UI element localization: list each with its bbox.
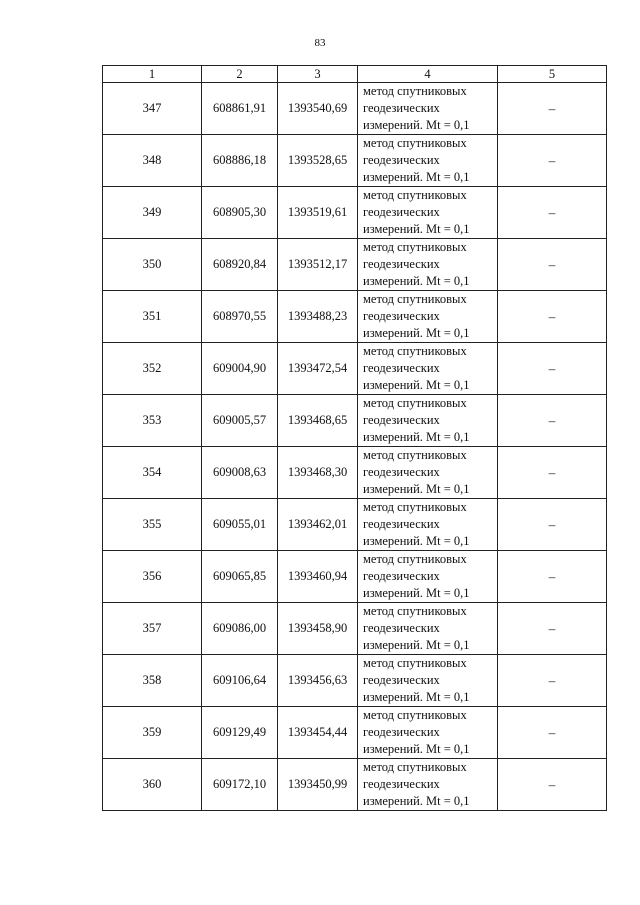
method-line: геодезических (363, 465, 440, 479)
note-cell: – (498, 447, 607, 499)
x-coordinate-cell: 609005,57 (202, 395, 278, 447)
note-cell: – (498, 343, 607, 395)
method-cell (358, 551, 498, 603)
method-line: метод спутниковых (363, 292, 467, 306)
x-coordinate-cell: 609008,63 (202, 447, 278, 499)
note-cell: – (498, 83, 607, 135)
method-line: измерений. Mt = 0,1 (363, 742, 470, 756)
note-cell: – (498, 655, 607, 707)
method-line: метод спутниковых (363, 136, 467, 150)
method-line: геодезических (363, 569, 440, 583)
point-number-cell: 351 (103, 291, 202, 343)
method-line: метод спутниковых (363, 500, 467, 514)
y-coordinate-cell: 1393458,90 (278, 603, 358, 655)
point-number-cell: 360 (103, 759, 202, 811)
table-body (103, 83, 607, 811)
method-line: метод спутниковых (363, 708, 467, 722)
coordinates-table (102, 65, 607, 811)
method-cell (358, 343, 498, 395)
y-coordinate-cell: 1393472,54 (278, 343, 358, 395)
method-line: измерений. Mt = 0,1 (363, 638, 470, 652)
method-cell (358, 603, 498, 655)
table-row (103, 655, 607, 707)
y-coordinate-cell: 1393462,01 (278, 499, 358, 551)
column-header-2: 2 (202, 66, 278, 83)
method-cell (358, 655, 498, 707)
point-number-cell: 356 (103, 551, 202, 603)
column-header-1: 1 (103, 66, 202, 83)
method-line: метод спутниковых (363, 760, 467, 774)
point-number-cell: 352 (103, 343, 202, 395)
note-cell: – (498, 239, 607, 291)
x-coordinate-cell: 608970,55 (202, 291, 278, 343)
method-line: геодезических (363, 309, 440, 323)
method-line: геодезических (363, 361, 440, 375)
method-cell (358, 395, 498, 447)
table-row (103, 603, 607, 655)
y-coordinate-cell: 1393540,69 (278, 83, 358, 135)
method-cell (358, 135, 498, 187)
point-number-cell: 350 (103, 239, 202, 291)
page-number: 83 (314, 37, 326, 49)
method-line: метод спутниковых (363, 604, 467, 618)
point-number-cell: 358 (103, 655, 202, 707)
x-coordinate-cell: 608905,30 (202, 187, 278, 239)
method-line: геодезических (363, 257, 440, 271)
table-row (103, 135, 607, 187)
x-coordinate-cell: 608920,84 (202, 239, 278, 291)
method-line: метод спутниковых (363, 552, 467, 566)
y-coordinate-cell: 1393519,61 (278, 187, 358, 239)
method-line: измерений. Mt = 0,1 (363, 690, 470, 704)
method-cell (358, 707, 498, 759)
column-header-5: 5 (498, 66, 607, 83)
method-line: геодезических (363, 777, 440, 791)
method-cell (358, 187, 498, 239)
note-cell: – (498, 187, 607, 239)
method-line: геодезических (363, 153, 440, 167)
method-line: метод спутниковых (363, 188, 467, 202)
table-row (103, 447, 607, 499)
y-coordinate-cell: 1393460,94 (278, 551, 358, 603)
table-row (103, 759, 607, 811)
header-row (103, 66, 607, 83)
table-row (103, 499, 607, 551)
method-line: геодезических (363, 725, 440, 739)
method-line: геодезических (363, 205, 440, 219)
method-line: метод спутниковых (363, 344, 467, 358)
method-cell (358, 499, 498, 551)
x-coordinate-cell: 608861,91 (202, 83, 278, 135)
table-row (103, 187, 607, 239)
method-cell (358, 447, 498, 499)
point-number-cell: 354 (103, 447, 202, 499)
point-number-cell: 349 (103, 187, 202, 239)
method-line: метод спутниковых (363, 84, 467, 98)
method-line: измерений. Mt = 0,1 (363, 326, 470, 340)
note-cell: – (498, 395, 607, 447)
note-cell: – (498, 135, 607, 187)
point-number-cell: 353 (103, 395, 202, 447)
method-line: метод спутниковых (363, 240, 467, 254)
table-row (103, 343, 607, 395)
method-line: метод спутниковых (363, 448, 467, 462)
y-coordinate-cell: 1393450,99 (278, 759, 358, 811)
y-coordinate-cell: 1393468,30 (278, 447, 358, 499)
method-line: геодезических (363, 413, 440, 427)
x-coordinate-cell: 609065,85 (202, 551, 278, 603)
method-line: метод спутниковых (363, 656, 467, 670)
method-line: измерений. Mt = 0,1 (363, 534, 470, 548)
y-coordinate-cell: 1393468,65 (278, 395, 358, 447)
y-coordinate-cell: 1393454,44 (278, 707, 358, 759)
point-number-cell: 348 (103, 135, 202, 187)
method-line: измерений. Mt = 0,1 (363, 586, 470, 600)
method-line: измерений. Mt = 0,1 (363, 222, 470, 236)
table-row (103, 83, 607, 135)
method-line: геодезических (363, 673, 440, 687)
note-cell: – (498, 291, 607, 343)
note-cell: – (498, 759, 607, 811)
note-cell: – (498, 603, 607, 655)
x-coordinate-cell: 609055,01 (202, 499, 278, 551)
x-coordinate-cell: 609086,00 (202, 603, 278, 655)
table-row (103, 239, 607, 291)
x-coordinate-cell: 608886,18 (202, 135, 278, 187)
y-coordinate-cell: 1393456,63 (278, 655, 358, 707)
note-cell: – (498, 707, 607, 759)
y-coordinate-cell: 1393488,23 (278, 291, 358, 343)
x-coordinate-cell: 609106,64 (202, 655, 278, 707)
column-header-4: 4 (358, 66, 498, 83)
method-line: измерений. Mt = 0,1 (363, 794, 470, 808)
note-cell: – (498, 499, 607, 551)
method-line: измерений. Mt = 0,1 (363, 118, 470, 132)
y-coordinate-cell: 1393528,65 (278, 135, 358, 187)
method-cell (358, 83, 498, 135)
method-cell (358, 759, 498, 811)
y-coordinate-cell: 1393512,17 (278, 239, 358, 291)
table-row (103, 551, 607, 603)
x-coordinate-cell: 609004,90 (202, 343, 278, 395)
method-cell (358, 239, 498, 291)
method-line: измерений. Mt = 0,1 (363, 274, 470, 288)
method-line: измерений. Mt = 0,1 (363, 482, 470, 496)
method-line: измерений. Mt = 0,1 (363, 170, 470, 184)
note-cell: – (498, 551, 607, 603)
method-line: измерений. Mt = 0,1 (363, 430, 470, 444)
method-cell (358, 291, 498, 343)
method-line: геодезических (363, 621, 440, 635)
method-line: геодезических (363, 101, 440, 115)
method-line: метод спутниковых (363, 396, 467, 410)
method-line: геодезических (363, 517, 440, 531)
x-coordinate-cell: 609172,10 (202, 759, 278, 811)
method-line: измерений. Mt = 0,1 (363, 378, 470, 392)
point-number-cell: 355 (103, 499, 202, 551)
table-row (103, 291, 607, 343)
x-coordinate-cell: 609129,49 (202, 707, 278, 759)
table-row (103, 395, 607, 447)
point-number-cell: 347 (103, 83, 202, 135)
column-header-3: 3 (278, 66, 358, 83)
table-row (103, 707, 607, 759)
point-number-cell: 357 (103, 603, 202, 655)
point-number-cell: 359 (103, 707, 202, 759)
